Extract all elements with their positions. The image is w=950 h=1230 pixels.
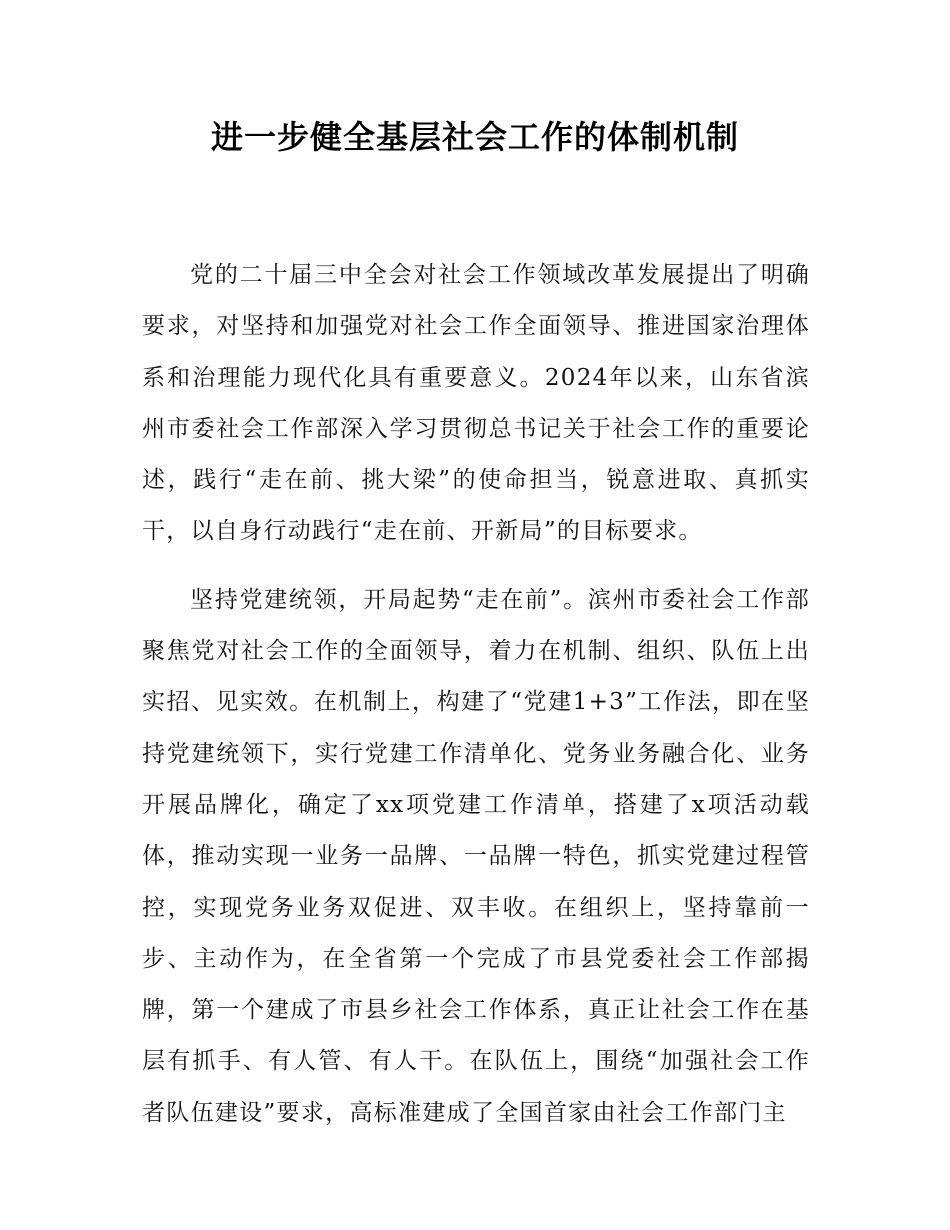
document-title: 进一步健全基层社会工作的体制机制 <box>210 118 739 156</box>
paragraph-party-building: 坚持党建统领，开局起势“走在前”。滨州市委社会工作部聚焦党对社会工作的全面领导，着力在机制、组织、队伍上出实招、见实效。在机制上，构建了“党建1+3”工作法，即在坚持党建统领下，实行党建工作清单化、党务业务融合化、业务开展品牌化，确定了xx项党建工作清单，搭建了x项活动载体，推动实现一业务一品牌、一品牌一特色，抓实党建过程管控，实现党务业务双促进、双丰收。在组织上，坚持靠前一步、主动作为，在全省第一个完成了市县党委社会工作部揭牌，第一个建成了市县乡社会工作体系，真正让社会工作在基层有抓手、有人管、有人干。在队伍上，围绕“加强社会工作者队伍建设”要求，高标准建成了全国首家由社会工作部门主 <box>142 586 810 1126</box>
paragraph-intro: 党的二十届三中全会对社会工作领域改革发展提出了明确要求，对坚持和加强党对社会工作全面领导、推进国家治理体系和治理能力现代化具有重要意义。2024年以来，山东省滨州市委社会工作部深入学习贯彻总书记关于社会工作的重要论述，践行“走在前、挑大梁”的使命担当，锐意进取、真抓实干，以自身行动践行“走在前、开新局”的目标要求。 <box>142 262 810 545</box>
document-body <box>142 250 810 1139</box>
